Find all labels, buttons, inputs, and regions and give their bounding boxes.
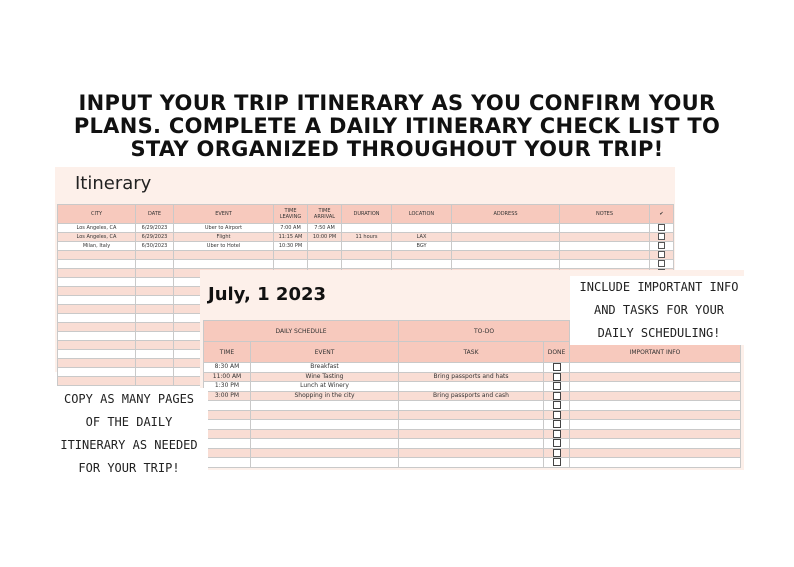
table-cell[interactable]: [399, 429, 544, 439]
done-checkbox[interactable]: [553, 458, 561, 466]
table-cell[interactable]: [136, 296, 174, 305]
table-cell[interactable]: [58, 287, 136, 296]
table-cell[interactable]: [204, 401, 251, 411]
table-row: [58, 224, 674, 233]
table-cell[interactable]: Lunch at Winery: [251, 382, 399, 392]
done-checkbox[interactable]: [553, 430, 561, 438]
table-cell[interactable]: [58, 278, 136, 287]
column-header: TIME LEAVING: [274, 205, 308, 224]
table-cell[interactable]: [560, 224, 650, 233]
important-info-cell[interactable]: [570, 410, 741, 420]
column-header: CITY: [58, 205, 136, 224]
checkbox[interactable]: [658, 260, 665, 267]
table-cell[interactable]: [136, 341, 174, 350]
table-cell[interactable]: [342, 224, 392, 233]
note-line: COPY AS MANY PAGES: [63, 392, 195, 406]
table-cell[interactable]: 11:15 AM: [274, 233, 308, 242]
headline-line: INPUT YOUR TRIP ITINERARY AS YOU CONFIRM YOUR: [78, 91, 716, 115]
table-cell[interactable]: [174, 260, 274, 269]
table-cell[interactable]: [136, 323, 174, 332]
important-info-cell[interactable]: [570, 382, 741, 392]
table-cell[interactable]: [136, 377, 174, 386]
itinerary-header-row: [58, 205, 674, 224]
table-row: [58, 242, 674, 251]
done-checkbox[interactable]: [553, 373, 561, 381]
headline-line: STAY ORGANIZED THROUGHOUT YOUR TRIP!: [130, 137, 664, 161]
table-cell[interactable]: [58, 260, 136, 269]
table-cell[interactable]: [251, 439, 399, 449]
table-cell[interactable]: [452, 251, 560, 260]
table-row: [204, 372, 741, 382]
table-cell[interactable]: [392, 260, 452, 269]
table-cell[interactable]: 7:00 AM: [274, 224, 308, 233]
table-cell[interactable]: [58, 332, 136, 341]
table-cell[interactable]: [136, 269, 174, 278]
note-line: ITINERARY AS NEEDED: [60, 438, 198, 452]
table-cell[interactable]: [392, 251, 452, 260]
table-row: [204, 382, 741, 392]
note-line: FOR YOUR TRIP!: [78, 461, 180, 475]
table-cell[interactable]: [452, 233, 560, 242]
important-info-cell[interactable]: [570, 429, 741, 439]
table-cell[interactable]: [342, 242, 392, 251]
table-cell[interactable]: [251, 429, 399, 439]
table-cell[interactable]: [58, 368, 136, 377]
note-line: OF THE DAILY: [85, 415, 173, 429]
table-cell[interactable]: [204, 458, 251, 468]
table-cell[interactable]: [251, 448, 399, 458]
column-header: TIME ARRIVAL: [308, 205, 342, 224]
table-cell[interactable]: [560, 233, 650, 242]
column-header: ADDRESS: [452, 205, 560, 224]
table-cell[interactable]: [399, 448, 544, 458]
table-cell[interactable]: [560, 251, 650, 260]
table-row: [204, 401, 741, 411]
checkbox[interactable]: [658, 251, 665, 258]
done-cell: [544, 363, 570, 373]
table-cell[interactable]: [58, 377, 136, 386]
table-row: [204, 410, 741, 420]
table-row: [58, 251, 674, 260]
table-cell[interactable]: Uber to Airport: [174, 224, 274, 233]
done-cell: [544, 420, 570, 430]
table-cell[interactable]: [136, 368, 174, 377]
table-cell[interactable]: [58, 251, 136, 260]
check-cell: [650, 260, 674, 269]
table-cell[interactable]: [399, 363, 544, 373]
table-cell[interactable]: [58, 359, 136, 368]
table-cell[interactable]: [136, 314, 174, 323]
important-info-cell[interactable]: [570, 363, 741, 373]
check-cell: [650, 224, 674, 233]
table-cell[interactable]: [308, 251, 342, 260]
table-cell[interactable]: [58, 296, 136, 305]
done-checkbox[interactable]: [553, 382, 561, 390]
table-cell[interactable]: [251, 420, 399, 430]
table-cell[interactable]: [251, 458, 399, 468]
done-checkbox[interactable]: [553, 439, 561, 447]
daily-body: [204, 363, 741, 468]
done-cell: [544, 439, 570, 449]
table-cell[interactable]: [58, 314, 136, 323]
table-cell[interactable]: [58, 305, 136, 314]
done-checkbox[interactable]: [553, 401, 561, 409]
table-cell[interactable]: [58, 341, 136, 350]
check-cell: [650, 233, 674, 242]
table-cell[interactable]: [136, 332, 174, 341]
table-cell[interactable]: [58, 323, 136, 332]
done-cell: [544, 429, 570, 439]
table-row: [58, 233, 674, 242]
column-header: NOTES: [560, 205, 650, 224]
table-cell[interactable]: 6/29/2023: [136, 233, 174, 242]
table-cell[interactable]: [274, 251, 308, 260]
note-line: INCLUDE IMPORTANT INFO: [579, 280, 739, 294]
table-cell[interactable]: Milan, Italy: [58, 242, 136, 251]
table-cell[interactable]: [399, 439, 544, 449]
table-cell[interactable]: [251, 410, 399, 420]
table-cell[interactable]: 1:30 PM: [204, 382, 251, 392]
done-checkbox[interactable]: [553, 411, 561, 419]
table-cell[interactable]: 11 hours: [342, 233, 392, 242]
important-info-cell[interactable]: [570, 448, 741, 458]
table-cell[interactable]: Wine Tasting: [251, 372, 399, 382]
table-cell[interactable]: [136, 359, 174, 368]
table-cell[interactable]: [136, 251, 174, 260]
itinerary-title: Itinerary: [75, 173, 152, 194]
column-header: DURATION: [342, 205, 392, 224]
column-header: EVENT: [174, 205, 274, 224]
column-header: IMPORTANT INFO: [570, 342, 741, 363]
table-cell[interactable]: [399, 382, 544, 392]
column-header: DATE: [136, 205, 174, 224]
table-cell[interactable]: Uber to Hotel: [174, 242, 274, 251]
table-cell[interactable]: Los Angeles, CA: [58, 224, 136, 233]
table-row: [204, 363, 741, 373]
table-row: [58, 260, 674, 269]
table-row: [204, 420, 741, 430]
table-cell[interactable]: Breakfast: [251, 363, 399, 373]
table-cell[interactable]: LAX: [392, 233, 452, 242]
daily-date: July, 1 2023: [208, 284, 327, 305]
done-cell: [544, 372, 570, 382]
important-info-cell[interactable]: [570, 439, 741, 449]
important-info-cell[interactable]: [570, 391, 741, 401]
done-cell: [544, 410, 570, 420]
table-cell[interactable]: [452, 260, 560, 269]
check-column-header: ✔: [650, 205, 674, 224]
table-cell[interactable]: [174, 251, 274, 260]
done-checkbox[interactable]: [553, 363, 561, 371]
checkbox[interactable]: [658, 233, 665, 240]
done-cell: [544, 391, 570, 401]
check-cell: [650, 242, 674, 251]
table-cell[interactable]: [204, 420, 251, 430]
column-header: DONE: [544, 342, 570, 363]
headline: [0, 92, 794, 161]
group-header: DAILY SCHEDULE: [204, 321, 399, 342]
table-cell[interactable]: [136, 350, 174, 359]
table-row: [204, 429, 741, 439]
table-row: [204, 391, 741, 401]
table-cell[interactable]: [204, 429, 251, 439]
table-cell[interactable]: [399, 458, 544, 468]
table-cell[interactable]: [399, 410, 544, 420]
copy-pages-note: [50, 388, 208, 480]
table-cell[interactable]: [136, 278, 174, 287]
table-cell[interactable]: Bring passports and hats: [399, 372, 544, 382]
table-cell[interactable]: [392, 224, 452, 233]
table-row: [204, 439, 741, 449]
table-cell[interactable]: [251, 401, 399, 411]
column-header: TIME: [204, 342, 251, 363]
table-cell[interactable]: [136, 287, 174, 296]
table-cell[interactable]: Flight: [174, 233, 274, 242]
table-cell[interactable]: 6/30/2023: [136, 242, 174, 251]
table-cell[interactable]: [342, 251, 392, 260]
important-info-cell[interactable]: [570, 372, 741, 382]
table-cell[interactable]: [452, 242, 560, 251]
table-cell[interactable]: [274, 260, 308, 269]
important-info-cell[interactable]: [570, 401, 741, 411]
table-cell[interactable]: [452, 224, 560, 233]
table-cell[interactable]: [136, 305, 174, 314]
table-cell[interactable]: 3:00 PM: [204, 391, 251, 401]
check-cell: [650, 251, 674, 260]
done-checkbox[interactable]: [553, 392, 561, 400]
table-cell[interactable]: 6/29/2023: [136, 224, 174, 233]
table-cell[interactable]: 10:30 PM: [274, 242, 308, 251]
table-cell[interactable]: Shopping in the city: [251, 391, 399, 401]
table-cell[interactable]: Los Angeles, CA: [58, 233, 136, 242]
table-cell[interactable]: [58, 350, 136, 359]
column-header: EVENT: [251, 342, 399, 363]
table-row: [204, 448, 741, 458]
table-cell[interactable]: [308, 242, 342, 251]
table-cell[interactable]: 10:00 PM: [308, 233, 342, 242]
done-cell: [544, 401, 570, 411]
table-cell[interactable]: [204, 439, 251, 449]
table-row: [204, 458, 741, 468]
done-checkbox[interactable]: [553, 449, 561, 457]
done-cell: [544, 458, 570, 468]
done-checkbox[interactable]: [553, 420, 561, 428]
table-cell[interactable]: [399, 420, 544, 430]
table-cell[interactable]: [560, 242, 650, 251]
table-cell[interactable]: BGY: [392, 242, 452, 251]
checkbox[interactable]: [658, 242, 665, 249]
table-cell[interactable]: 11:00 AM: [204, 372, 251, 382]
table-cell[interactable]: [58, 269, 136, 278]
table-cell[interactable]: Bring passports and cash: [399, 391, 544, 401]
table-cell[interactable]: [308, 260, 342, 269]
table-cell[interactable]: [560, 260, 650, 269]
table-cell[interactable]: [136, 260, 174, 269]
important-info-cell[interactable]: [570, 420, 741, 430]
table-cell[interactable]: 7:50 AM: [308, 224, 342, 233]
table-cell[interactable]: [204, 410, 251, 420]
table-cell[interactable]: [204, 448, 251, 458]
note-line: AND TASKS FOR YOUR: [593, 303, 725, 317]
done-cell: [544, 448, 570, 458]
important-info-note: [570, 276, 748, 345]
column-header: LOCATION: [392, 205, 452, 224]
note-line: DAILY SCHEDULING!: [597, 326, 721, 340]
important-info-cell[interactable]: [570, 458, 741, 468]
headline-line: PLANS. COMPLETE A DAILY ITINERARY CHECK LIST TO: [73, 114, 721, 138]
table-cell[interactable]: [399, 401, 544, 411]
column-header: TASK: [399, 342, 544, 363]
group-header: TO-DO: [399, 321, 570, 342]
table-cell[interactable]: [342, 260, 392, 269]
done-cell: [544, 382, 570, 392]
checkbox[interactable]: [658, 224, 665, 231]
table-cell[interactable]: 8:30 AM: [204, 363, 251, 373]
